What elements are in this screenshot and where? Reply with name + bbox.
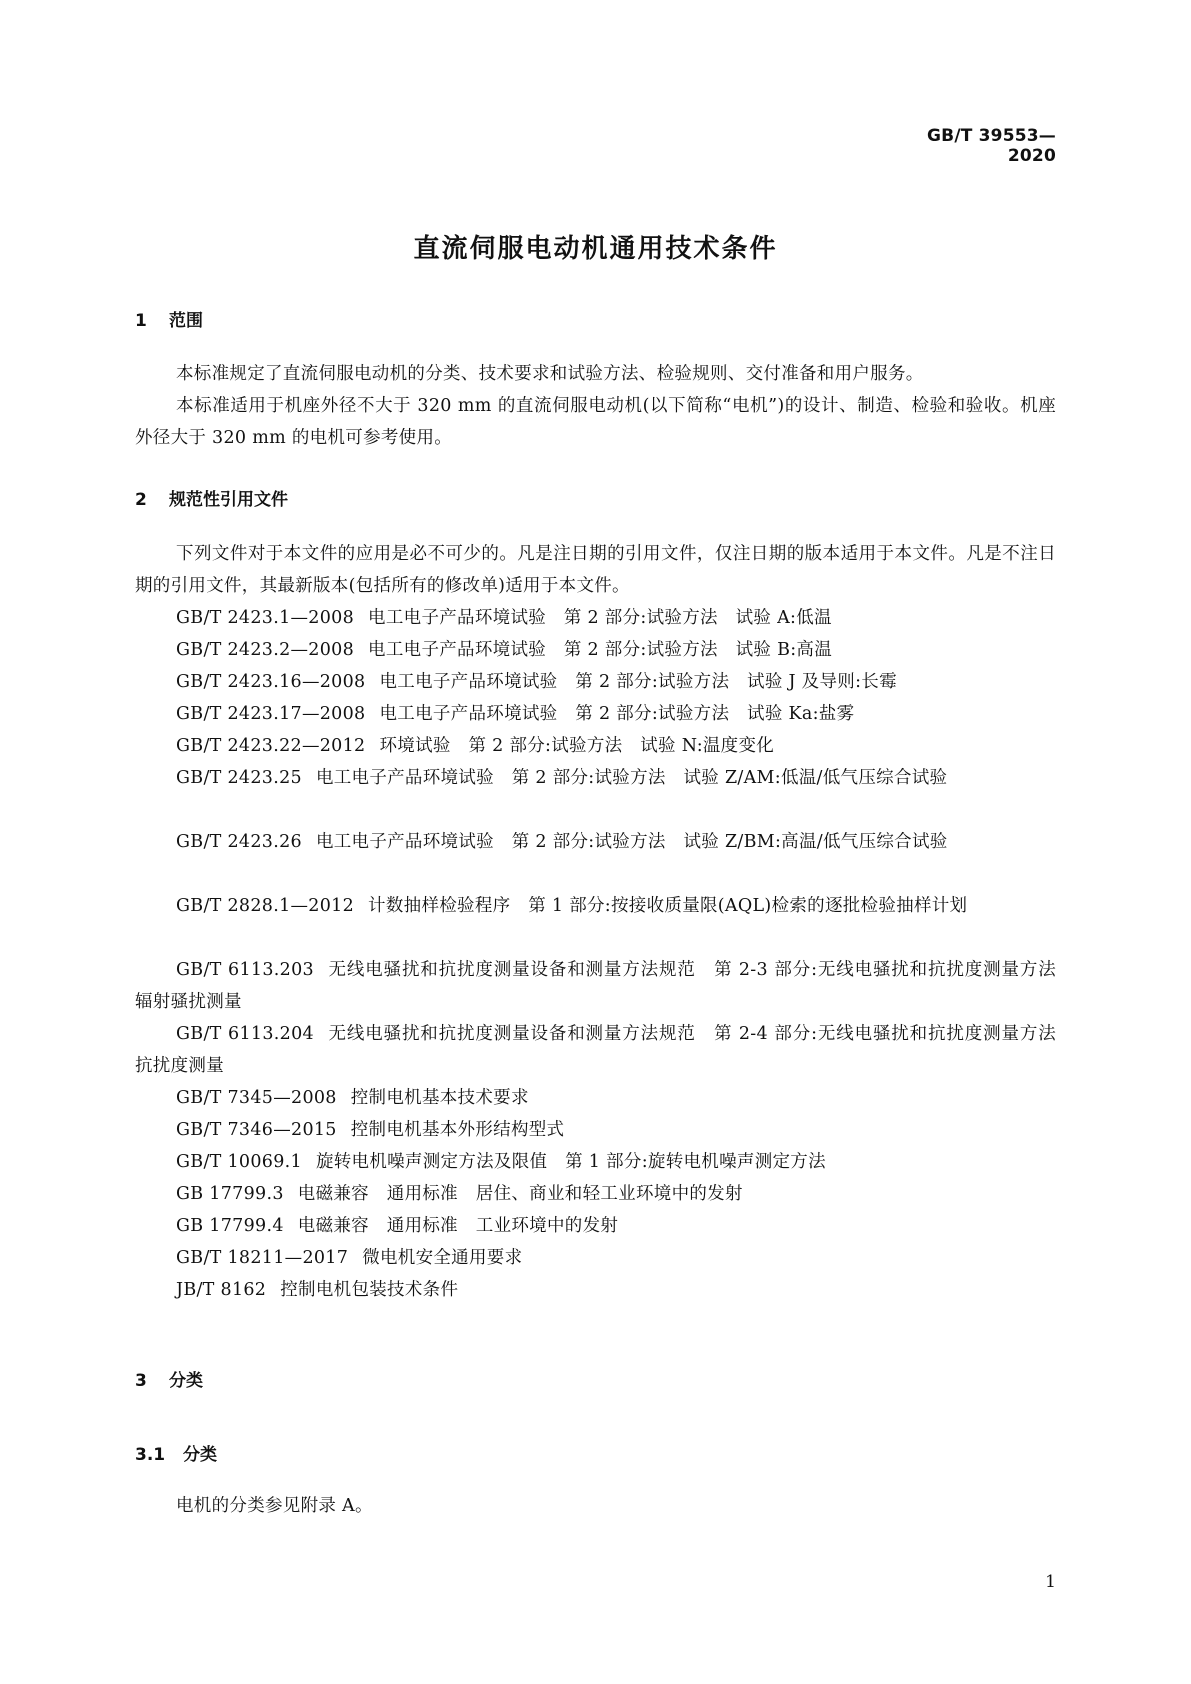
reference-item <box>135 954 1056 1018</box>
reference-title: 电工电子产品环境试验 第 2 部分:试验方法 试验 B:高温 <box>368 640 833 660</box>
section-1-heading <box>135 306 203 331</box>
section-2-heading <box>135 485 288 510</box>
reference-item <box>135 730 1056 762</box>
section-number: 2 <box>135 490 147 510</box>
reference-title: 环境试验 第 2 部分:试验方法 试验 N:温度变化 <box>379 736 775 756</box>
reference-code: GB/T 10069.1 <box>176 1152 302 1172</box>
reference-title: 无线电骚扰和抗扰度测量设备和测量方法规范 第 2-3 部分:无线电骚扰和抗扰度测量方法 辐射骚扰测量 <box>135 960 1056 1012</box>
reference-title: 无线电骚扰和抗扰度测量设备和测量方法规范 第 2-4 部分:无线电骚扰和抗扰度测量方法 抗扰度测量 <box>135 1024 1056 1076</box>
reference-title: 电工电子产品环境试验 第 2 部分:试验方法 试验 Ka:盐雾 <box>379 704 855 724</box>
section-number: 1 <box>135 311 147 331</box>
page-number: 1 <box>1045 1572 1056 1592</box>
document-title: 直流伺服电动机通用技术条件 <box>413 234 778 264</box>
standard-number: GB/T 39553—2020 <box>927 126 1056 166</box>
reference-title: 计数抽样检验程序 第 1 部分:按接收质量限(AQL)检索的逐批检验抽样计划 <box>368 896 968 916</box>
reference-title: 电工电子产品环境试验 第 2 部分:试验方法 试验 Z/AM:低温/低气压综合试验 <box>315 768 948 788</box>
reference-item <box>135 698 1056 730</box>
reference-item <box>135 890 1056 922</box>
reference-title: 微电机安全通用要求 <box>362 1248 523 1268</box>
reference-code: GB/T 7345—2008 <box>176 1088 337 1108</box>
reference-item <box>135 762 1056 794</box>
reference-item <box>135 826 1056 858</box>
reference-code: GB/T 2423.22—2012 <box>176 736 366 756</box>
section-number: 3 <box>135 1371 147 1391</box>
reference-code: GB/T 2423.26 <box>176 832 302 852</box>
reference-code: GB/T 2423.2—2008 <box>176 640 355 660</box>
reference-item <box>135 634 1056 666</box>
reference-code: GB/T 18211—2017 <box>176 1248 349 1268</box>
reference-item <box>135 1242 1056 1274</box>
section-3-1-heading <box>135 1440 217 1465</box>
paragraph: 本标准适用于机座外径不大于 320 mm 的直流伺服电动机(以下简称“电机”)的设计、制造、检验和验收。机座外径大于 320 mm 的电机可参考使用。 <box>135 396 1056 448</box>
reference-code: GB 17799.3 <box>176 1184 284 1204</box>
reference-code: GB/T 2423.17—2008 <box>176 704 366 724</box>
reference-code: GB/T 2423.25 <box>176 768 302 788</box>
paragraph: 电机的分类参见附录 A。 <box>176 1496 373 1516</box>
section-number: 3.1 <box>135 1445 166 1465</box>
reference-code: GB/T 7346—2015 <box>176 1120 337 1140</box>
reference-item <box>135 1114 1056 1146</box>
reference-item <box>135 602 1056 634</box>
reference-item <box>135 666 1056 698</box>
reference-title: 电工电子产品环境试验 第 2 部分:试验方法 试验 Z/BM:高温/低气压综合试验 <box>315 832 948 852</box>
reference-item <box>135 1018 1056 1082</box>
reference-title: 电工电子产品环境试验 第 2 部分:试验方法 试验 A:低温 <box>368 608 832 628</box>
section-title: 范围 <box>169 311 203 331</box>
reference-title: 控制电机包装技术条件 <box>280 1280 459 1300</box>
section-title: 分类 <box>169 1371 203 1391</box>
section-title: 分类 <box>183 1445 217 1465</box>
reference-title: 电磁兼容 通用标准 工业环境中的发射 <box>297 1216 619 1236</box>
reference-code: GB/T 2828.1—2012 <box>176 896 355 916</box>
section-3-heading <box>135 1366 203 1391</box>
reference-title: 控制电机基本技术要求 <box>350 1088 529 1108</box>
reference-item <box>135 1146 1056 1178</box>
paragraph: 下列文件对于本文件的应用是必不可少的。凡是注日期的引用文件，仅注日期的版本适用于本文件。凡是不注日期的引用文件，其最新版本(包括所有的修改单)适用于本文件。 <box>135 544 1056 596</box>
reference-code: GB/T 2423.1—2008 <box>176 608 355 628</box>
reference-item <box>135 1178 1056 1210</box>
reference-code: GB/T 2423.16—2008 <box>176 672 366 692</box>
reference-item <box>135 1082 1056 1114</box>
reference-title: 电磁兼容 通用标准 居住、商业和轻工业环境中的发射 <box>297 1184 743 1204</box>
reference-title: 旋转电机噪声测定方法及限值 第 1 部分:旋转电机噪声测定方法 <box>315 1152 826 1172</box>
reference-code: GB/T 6113.203 <box>176 960 314 980</box>
reference-item <box>135 1210 1056 1242</box>
section-title: 规范性引用文件 <box>169 490 288 510</box>
paragraph: 本标准规定了直流伺服电动机的分类、技术要求和试验方法、检验规则、交付准备和用户服务。 <box>176 364 924 384</box>
reference-title: 电工电子产品环境试验 第 2 部分:试验方法 试验 J 及导则:长霉 <box>379 672 897 692</box>
reference-code: GB 17799.4 <box>176 1216 284 1236</box>
reference-code: GB/T 6113.204 <box>176 1024 314 1044</box>
reference-title: 控制电机基本外形结构型式 <box>350 1120 565 1140</box>
reference-code: JB/T 8162 <box>176 1280 267 1300</box>
reference-item <box>135 1274 1056 1306</box>
